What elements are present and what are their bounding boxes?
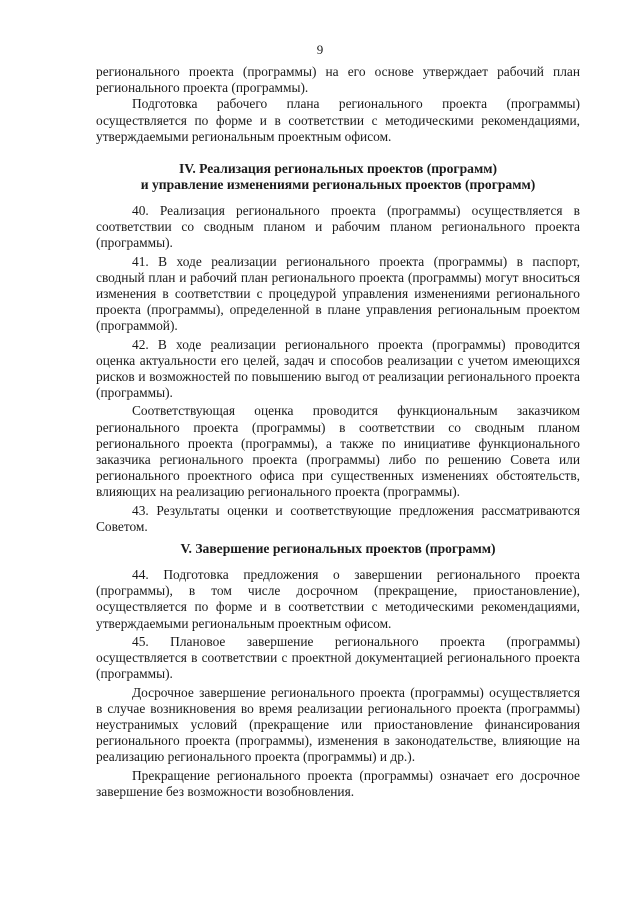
page-content — [96, 64, 580, 800]
section-4-heading — [96, 161, 580, 193]
paragraph-41: 41. В ходе реализации регионального проекта (программы) в паспорт, сводный план и рабочий план регионального проекта (программы) могут вноситься изменения в соответствии с процедурой управления изменениями регионального проекта (программы), определенной в плане управления региональным проектом (программой). — [96, 253, 580, 334]
section-4-title-line-1: IV. Реализация региональных проектов (программ) — [178, 161, 497, 177]
section-4-title-line-2: и управление изменениями региональных проектов (программ) — [140, 177, 536, 193]
paragraph-early-completion: Досрочное завершение регионального проекта (программы) осуществляется в случае возникновения во время реализации регионального проекта (программы) неустранимых условий (прекращение или приостановление финансирования регионального проекта (программы), изменения в законодательстве, влияющие на реализацию регионального проекта (программы) и др.). — [96, 684, 580, 765]
section-5-heading — [96, 541, 580, 557]
paragraph-continuation: регионального проекта (программы) на его основе утверждает рабочий план регионального проекта (программы). — [96, 64, 580, 96]
page-number: 9 — [316, 42, 324, 57]
paragraph-42-assessment: Соответствующая оценка проводится функциональным заказчиком регионального проекта (программы) в соответствии со сводным планом регионального проекта (программы), а также по инициативе функционального заказчика регионального проекта (программы) либо по решению Совета или регионального проектного офиса при существенных изменениях обстоятельств, влияющих на реализацию регионального проекта (программы). — [96, 403, 580, 500]
paragraph-termination: Прекращение регионального проекта (программы) означает его досрочное завершение без возможности возобновления. — [96, 767, 580, 799]
paragraph-45: 45. Плановое завершение регионального проекта (программы) осуществляется в соответствии с проектной документацией регионального проекта (программы). — [96, 633, 580, 682]
paragraph-40: 40. Реализация регионального проекта (программы) осуществляется в соответствии со сводным планом и рабочим планом регионального проекта (программы). — [96, 203, 580, 251]
paragraph-44: 44. Подготовка предложения о завершении регионального проекта (программы), в том числе досрочном (прекращение, приостановление), осуществляется по форме и в соответствии с методическими рекомендациями, утверждаемыми региональным проектным офисом. — [96, 567, 580, 631]
paragraph-working-plan: Подготовка рабочего плана регионального проекта (программы) осуществляется по форме и в соответствии с методическими рекомендациями, утверждаемыми региональным проектным офисом. — [96, 96, 580, 144]
section-5-title: V. Завершение региональных проектов (программ) — [180, 541, 496, 557]
paragraph-43: 43. Результаты оценки и соответствующие предложения рассматриваются Советом. — [96, 502, 580, 534]
paragraph-42: 42. В ходе реализации регионального проекта (программы) проводится оценка актуальности его целей, задач и способов реализации с учетом имеющихся рисков и возможностей по повышению выгод от реализации регионального проекта (программы). — [96, 336, 580, 401]
